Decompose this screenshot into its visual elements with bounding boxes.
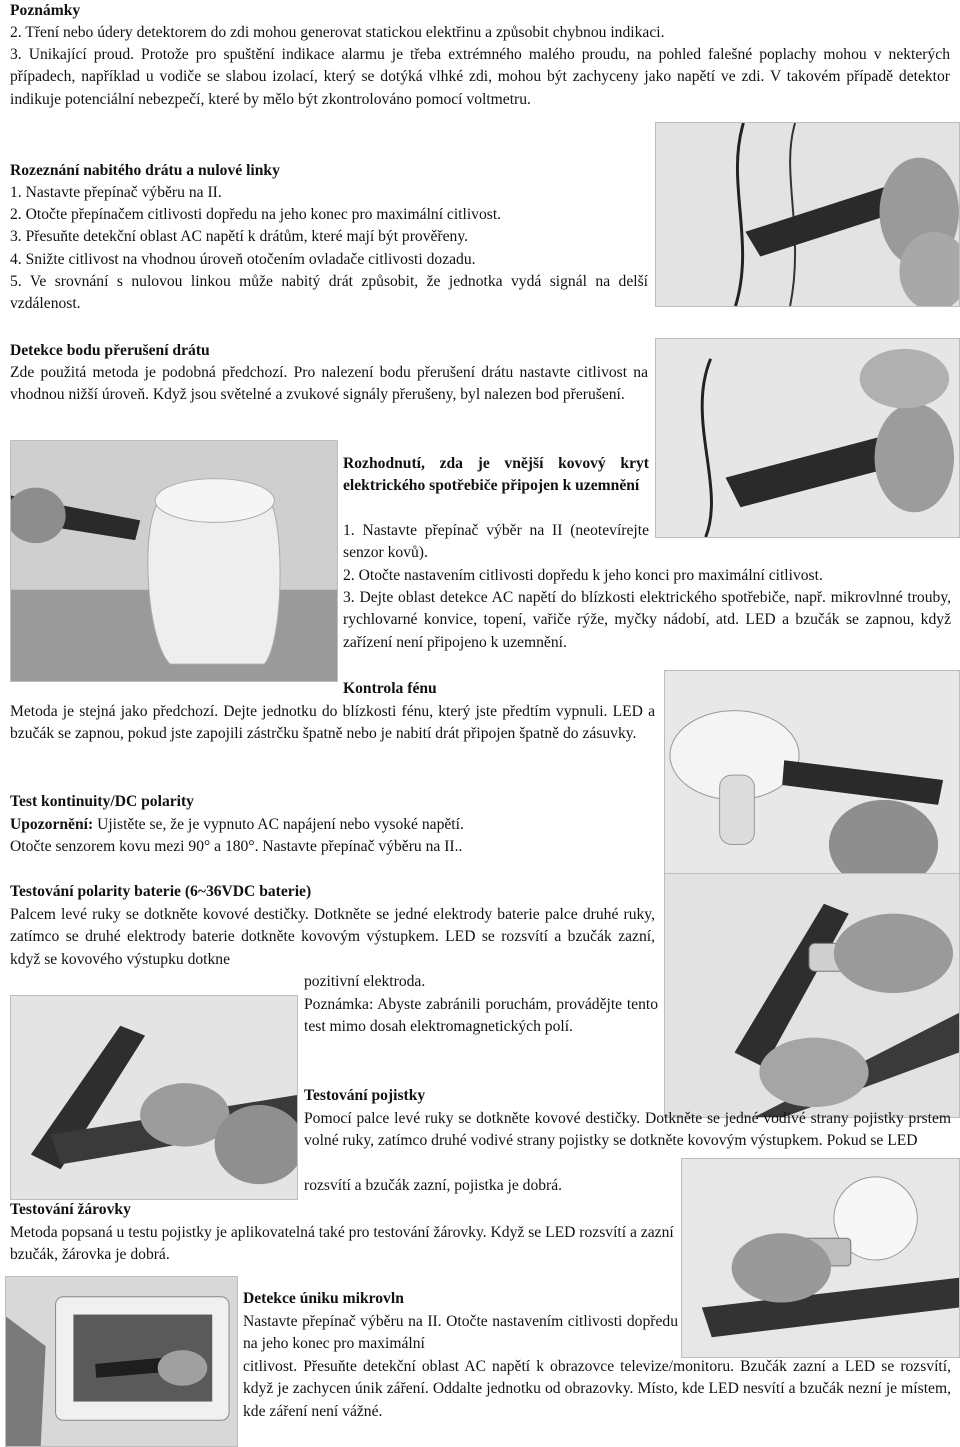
battery-text: Palcem levé ruky se dotkněte kovové destičky. Dotkněte se jedné elektrody baterie palce druhé ruky, zatímco se druhé elektrody baterie dotkněte kovovým výstupkem. LED se rozsvítí a bzučák zazní, když se kovového výstupku dotkne [10, 906, 655, 968]
continuity-heading: Test kontinuity/DC polarity [10, 793, 194, 810]
live-wire-step-2: 2. Otočte přepínačem citlivosti dopředu na jeho konec pro maximální citlivost. [10, 206, 502, 223]
notes-item-2: 2. Tření nebo údery detektorem do zdi mohou generovat statickou elektřinu a způsobit chybnou indikaci. [10, 24, 665, 41]
battery-note: Poznámka: Abyste zabránili poruchám, provádějte tento test mimo dosah elektromagnetických polí. [304, 996, 658, 1036]
grounding-step-1: 1. Nastavte přepínač výběr na II (neotevírejte senzor kovů). [343, 522, 649, 562]
live-wire-heading: Rozeznání nabitého drátu a nulové linky [10, 162, 280, 179]
fuse-heading: Testování pojistky [304, 1087, 426, 1104]
continuity-warning-text: Ujistěte se, že je vypnuto AC napájení nebo vysoké napětí. [93, 816, 464, 833]
hairdryer-text: Metoda je stejná jako předchozí. Dejte jednotku do blízkosti fénu, který jste předtím vypnuli. LED a bzučák se zapnou, pokud jste zapojili zástrčku špatně nebo je nabití drát připojen špatně do zásuvky. [10, 703, 655, 743]
bulb-text: Metoda popsaná u testu pojistky je aplikovatelná také pro testování žárovky. Když se LED rozsvítí a zazní bzučák, žárovka je dobrá. [10, 1224, 674, 1264]
fuse-text: Pomocí palce levé ruky se dotkněte kovové destičky. Dotkněte se jedné vodivé strany pojistky prstem volné ruky, zatímco druhé vodivé strany pojistky se dotkněte kovovým výstupkem. Pokud se LED [304, 1110, 951, 1150]
photo-kettle [10, 440, 338, 682]
live-wire-step-4: 4. Snižte citlivost na vhodnou úroveň otočením ovladače citlivosti dozadu. [10, 251, 476, 268]
live-wire-step-3: 3. Přesuňte detekční oblast AC napětí k drátům, které mají být prověřeny. [10, 228, 469, 245]
continuity-warning [10, 814, 464, 836]
bulb-heading: Testování žárovky [10, 1201, 131, 1218]
fuse-text-cont: rozsvítí a bzučák zazní, pojistka je dobrá. [304, 1177, 563, 1194]
notes-item-3: 3. Unikající proud. Protože pro spuštění indikace alarmu je třeba extrémného malého proudu, na pohled falešné poplachy mohou v nekterých případech, například u vodiče se slabou izolací, který se dotýká vlhké zdi, mohou být zachyceny jako napětí ve zdi. V takovém případě detektor indikuje potenciální nebezpečí, které by mělo být zkontrolováno pomocí voltmetru. [10, 46, 950, 108]
photo-detector-wire-2 [655, 338, 960, 538]
microwave-text-cont: citlivost. Přesuňte detekční oblast AC napětí k obrazovce televize/monitoru. Bzučák zazní a LED se rozsvítí, když je zachycen únik záření. Oddalte jednotku od obrazovky. Místo, kde LED nesvítí a bzučák nezní je místem, kde záření není vážné. [243, 1358, 951, 1420]
notes-heading: Poznámky [10, 2, 81, 19]
photo-detector-wire-1 [655, 122, 960, 307]
photo-hairdryer [664, 670, 960, 900]
grounding-heading: Rozhodnutí, zda je vnější kovový kryt elektrického spotřebiče připojen k uzemnění [343, 455, 649, 495]
microwave-heading: Detekce úniku mikrovln [243, 1290, 404, 1307]
live-wire-step-5: 5. Ve srovnání s nulovou linkou může nabitý drát způsobit, že jednotka vydá signál na delší vzdálenost. [10, 273, 648, 313]
continuity-warning-label: Upozornění: [10, 816, 94, 833]
grounding-step-2: 2. Otočte nastavením citlivosti dopředu k jeho konci pro maximální citlivost. [343, 567, 823, 584]
hairdryer-heading: Kontrola fénu [343, 680, 437, 697]
grounding-step-3: 3. Dejte oblast detekce AC napětí do blízkosti elektrického spotřebiče, např. mikrovlnné trouby, rychlovarné konvice, topení, vařiče rýže, myčky nádobí, atd. LED a bzučák se zapnou, když zařízení není připojeno k uzemnění. [343, 589, 951, 651]
microwave-text: Nastavte přepínač výběru na II. Otočte nastavením citlivosti dopředu na jeho konec pro maximální [243, 1313, 678, 1353]
battery-heading: Testování polarity baterie (6~36VDC baterie) [10, 883, 312, 900]
photo-battery-test [664, 873, 960, 1118]
photo-monitor-test [5, 1276, 238, 1447]
battery-text-cont: pozitivní elektroda. [304, 973, 426, 990]
break-point-heading: Detekce bodu přerušení drátu [10, 342, 210, 359]
photo-bulb-test [681, 1158, 960, 1358]
live-wire-step-1: 1. Nastavte přepínač výběru na II. [10, 184, 222, 201]
continuity-text: Otočte senzorem kovu mezi 90° a 180°. Nastavte přepínač výběru na II.. [10, 838, 463, 855]
photo-fuse-test [10, 995, 298, 1200]
break-point-text: Zde použitá metoda je podobná předchozí. Pro nalezení bodu přerušení drátu nastavte citlivost na vhodnou nižší úroveň. Když jsou světelné a zvukové signály přerušeny, byl nalezen bod přerušení. [10, 364, 648, 404]
